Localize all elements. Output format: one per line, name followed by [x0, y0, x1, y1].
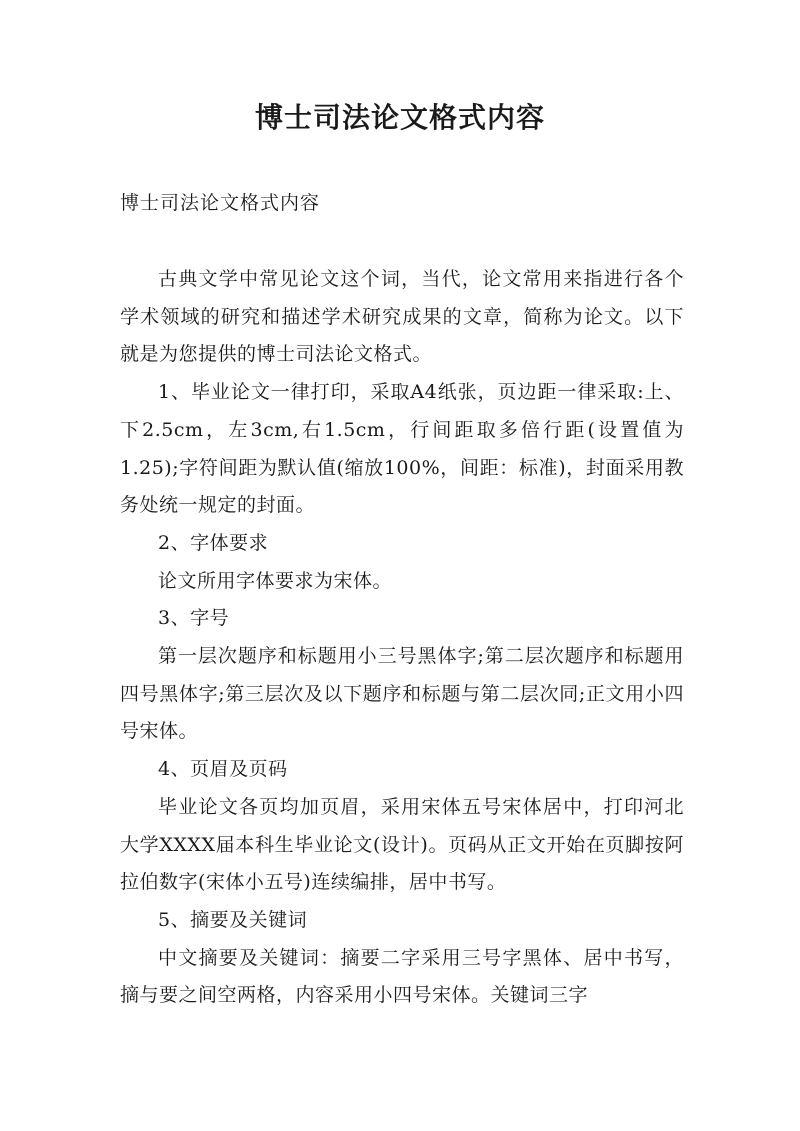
section-5-paragraph: 中文摘要及关键词：摘要二字采用三号字黑体、居中书写，摘与要之间空两格，内容采用小四号宋体。关键词三字: [120, 946, 684, 1007]
document-body: [120, 261, 684, 1015]
section-2-heading: 2、字体要求: [158, 531, 269, 554]
section-3-heading: 3、字号: [158, 607, 230, 630]
section-4-heading: 4、页眉及页码: [158, 758, 288, 781]
section-5-heading: 5、摘要及关键词: [158, 908, 308, 931]
section-3-paragraph: 第一层次题序和标题用小三号黑体字;第二层次题序和标题用四号黑体字;第三层次及以下题序和标题与第二层次同;正文用小四号宋体。: [120, 645, 684, 743]
document-title: 博士司法论文格式内容: [254, 101, 545, 134]
document-subtitle: 博士司法论文格式内容: [120, 192, 321, 214]
section-2-paragraph: 论文所用字体要求为宋体。: [158, 569, 393, 592]
section-4-paragraph: 毕业论文各页均加页眉，采用宋体五号宋体居中，打印河北大学XXXX届本科生毕业论文(设计)。页码从正文开始在页脚按阿拉伯数字(宋体小五号)连续编排，居中书写。: [120, 795, 684, 894]
section-1-paragraph: 1、毕业论文一律打印，采取A4纸张，页边距一律采取:上、下2.5cm，左3cm,右1.5cm，行间距取多倍行距(设置值为1.25);字符间距为默认值(缩放100%，间距：标准)，封面采用教务处统一规定的封面。: [120, 381, 684, 517]
intro-paragraph: 古典文学中常见论文这个词，当代，论文常用来指进行各个学术领域的研究和描述学术研究成果的文章，简称为论文。以下就是为您提供的博士司法论文格式。: [120, 268, 684, 366]
